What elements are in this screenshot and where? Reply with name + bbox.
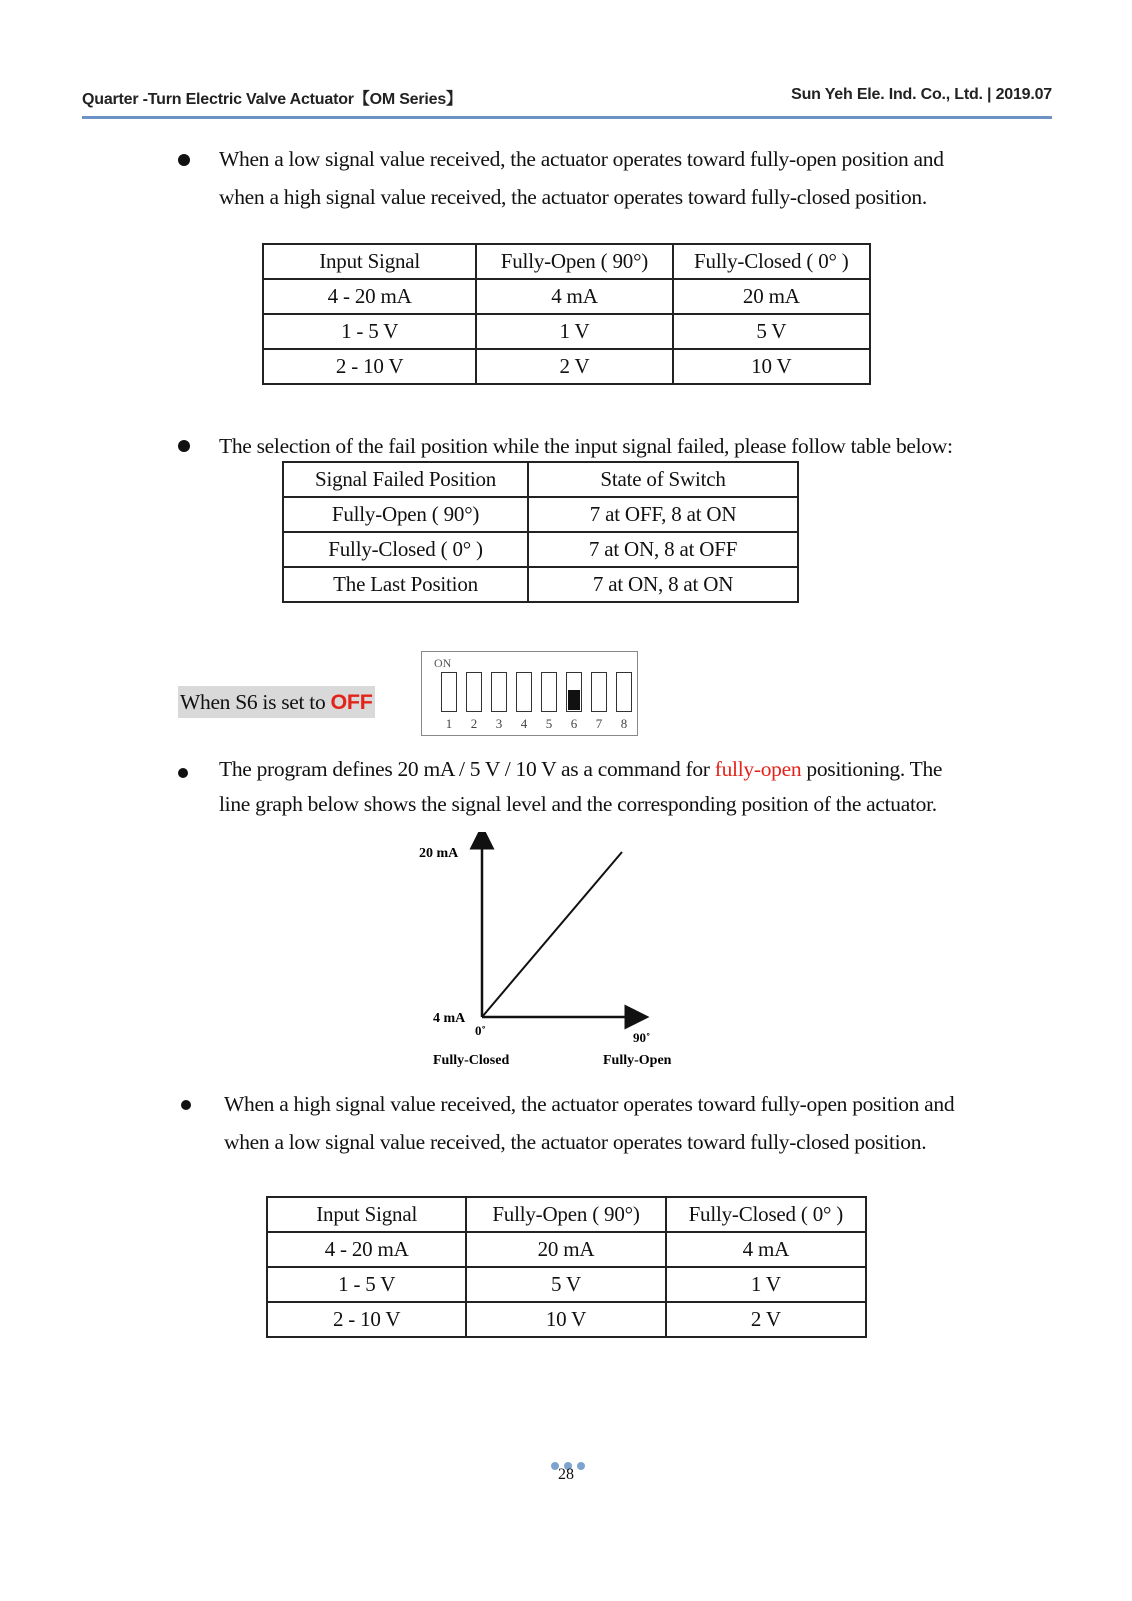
header-company-date: Sun Yeh Ele. Ind. Co., Ltd. | 2019.07 — [791, 86, 1052, 103]
dip-switch-6 — [566, 672, 582, 712]
table-cell: Fully-Open ( 90°) — [283, 497, 528, 532]
table-row — [283, 567, 798, 602]
table-cell: 2 - 10 V — [267, 1302, 466, 1337]
fully-open-highlight: fully-open — [714, 757, 802, 781]
table-row — [267, 1267, 866, 1302]
table-cell: 5 V — [673, 314, 870, 349]
table-cell: 4 mA — [666, 1232, 866, 1267]
dip-switch-2 — [466, 672, 482, 712]
x-caption-start: Fully-Closed — [433, 1053, 510, 1068]
paragraph-line: when a low signal value received, the actuator operates toward fully-closed position. — [224, 1130, 927, 1154]
table-cell: 20 mA — [673, 279, 870, 314]
table-header-cell: Signal Failed Position — [283, 462, 528, 497]
paragraph-line: When a low signal value received, the actuator operates toward fully-open position and — [219, 147, 944, 171]
x-caption-end: Fully-Open — [603, 1053, 672, 1068]
dip-number: 2 — [470, 716, 478, 731]
table-cell: The Last Position — [283, 567, 528, 602]
paragraph-line: When a high signal value received, the actuator operates toward fully-open position and — [224, 1092, 955, 1116]
dip-number: 5 — [545, 716, 553, 731]
table-row — [267, 1302, 866, 1337]
bullet-paragraph-fail-position — [219, 427, 953, 465]
table-cell: 4 - 20 mA — [267, 1232, 466, 1267]
table-row — [263, 279, 870, 314]
s6-state-off: OFF — [330, 690, 373, 714]
header-title: Quarter -Turn Electric Valve Actuator【OM Series】 — [82, 91, 462, 108]
table-cell: 1 - 5 V — [267, 1267, 466, 1302]
s6-setting-label — [178, 686, 375, 718]
text-span: The program defines 20 mA / 5 V / 10 V as a command for — [219, 757, 715, 781]
dip-number: 1 — [445, 716, 453, 731]
table-cell: Fully-Closed ( 0° ) — [283, 532, 528, 567]
bullet-paragraph-fully-open-command — [219, 752, 942, 822]
dip-switch-1 — [441, 672, 457, 712]
paragraph-line — [219, 752, 942, 787]
dip-switch-3 — [491, 672, 507, 712]
table-cell: 10 V — [673, 349, 870, 384]
table-row — [267, 1232, 866, 1267]
table-header-cell: Fully-Closed ( 0° ) — [673, 244, 870, 279]
table-cell: 1 - 5 V — [263, 314, 476, 349]
text-span: positioning. The — [801, 757, 943, 781]
dip-number: 4 — [520, 716, 528, 731]
table-header-cell: Fully-Open ( 90°) — [476, 244, 672, 279]
table-row — [283, 532, 798, 567]
table-cell: 7 at OFF, 8 at ON — [528, 497, 798, 532]
y-tick-label-top: 20 mA — [419, 846, 459, 861]
table-row — [263, 349, 870, 384]
table-cell: 7 at ON, 8 at OFF — [528, 532, 798, 567]
table-header-cell: State of Switch — [528, 462, 798, 497]
fail-position-table — [282, 461, 799, 603]
table-cell: 2 - 10 V — [263, 349, 476, 384]
bullet-paragraph-low-signal — [219, 140, 944, 216]
table-header-cell: Fully-Closed ( 0° ) — [666, 1197, 866, 1232]
bullet-dot — [178, 440, 190, 452]
s6-label-prefix: When S6 is set to — [180, 690, 331, 714]
dip-switch-5 — [541, 672, 557, 712]
table-cell: 10 V — [466, 1302, 665, 1337]
bullet-dot — [181, 1100, 191, 1110]
x-tick-label-end: 90˚ — [633, 1030, 651, 1045]
table-header-row — [283, 462, 798, 497]
table-cell: 20 mA — [466, 1232, 665, 1267]
page-number: 28 — [558, 1466, 574, 1483]
series-line — [482, 852, 622, 1017]
dip-on-label: ON — [434, 656, 452, 670]
dip-number: 8 — [620, 716, 628, 731]
table-cell: 7 at ON, 8 at ON — [528, 567, 798, 602]
dip-switch-4 — [516, 672, 532, 712]
dip-switch-7 — [591, 672, 607, 712]
bullet-paragraph-high-signal — [224, 1085, 954, 1161]
table-header-row — [267, 1197, 866, 1232]
paragraph-line: The selection of the fail position while the input signal failed, please follow table below: — [219, 434, 953, 458]
dip-number: 3 — [495, 716, 503, 731]
dip-switch-8 — [616, 672, 632, 712]
dip-switch-diagram — [421, 651, 638, 736]
table-row — [283, 497, 798, 532]
y-tick-label-bottom: 4 mA — [433, 1011, 466, 1026]
table-cell: 4 mA — [476, 279, 672, 314]
dip-number: 7 — [595, 716, 603, 731]
bullet-dot — [178, 154, 190, 166]
table-cell: 1 V — [476, 314, 672, 349]
dip-number: 6 — [570, 716, 578, 731]
paragraph-line: when a high signal value received, the actuator operates toward fully-closed position. — [219, 185, 927, 209]
signal-table-direct — [262, 243, 871, 385]
table-cell: 2 V — [666, 1302, 866, 1337]
table-header-cell: Fully-Open ( 90°) — [466, 1197, 665, 1232]
table-cell: 4 - 20 mA — [263, 279, 476, 314]
table-cell: 2 V — [476, 349, 672, 384]
paragraph-line: line graph below shows the signal level and the corresponding position of the actuator. — [219, 792, 937, 816]
x-tick-label-start: 0˚ — [475, 1023, 486, 1038]
table-cell: 1 V — [666, 1267, 866, 1302]
signal-table-reverse — [266, 1196, 867, 1338]
table-cell: 5 V — [466, 1267, 665, 1302]
bullet-dot — [178, 768, 188, 778]
table-row — [263, 314, 870, 349]
header-rule — [82, 116, 1052, 119]
table-header-cell: Input Signal — [267, 1197, 466, 1232]
table-header-cell: Input Signal — [263, 244, 476, 279]
table-header-row — [263, 244, 870, 279]
dip-switch-knob — [568, 690, 580, 710]
signal-position-chart — [415, 832, 695, 1072]
